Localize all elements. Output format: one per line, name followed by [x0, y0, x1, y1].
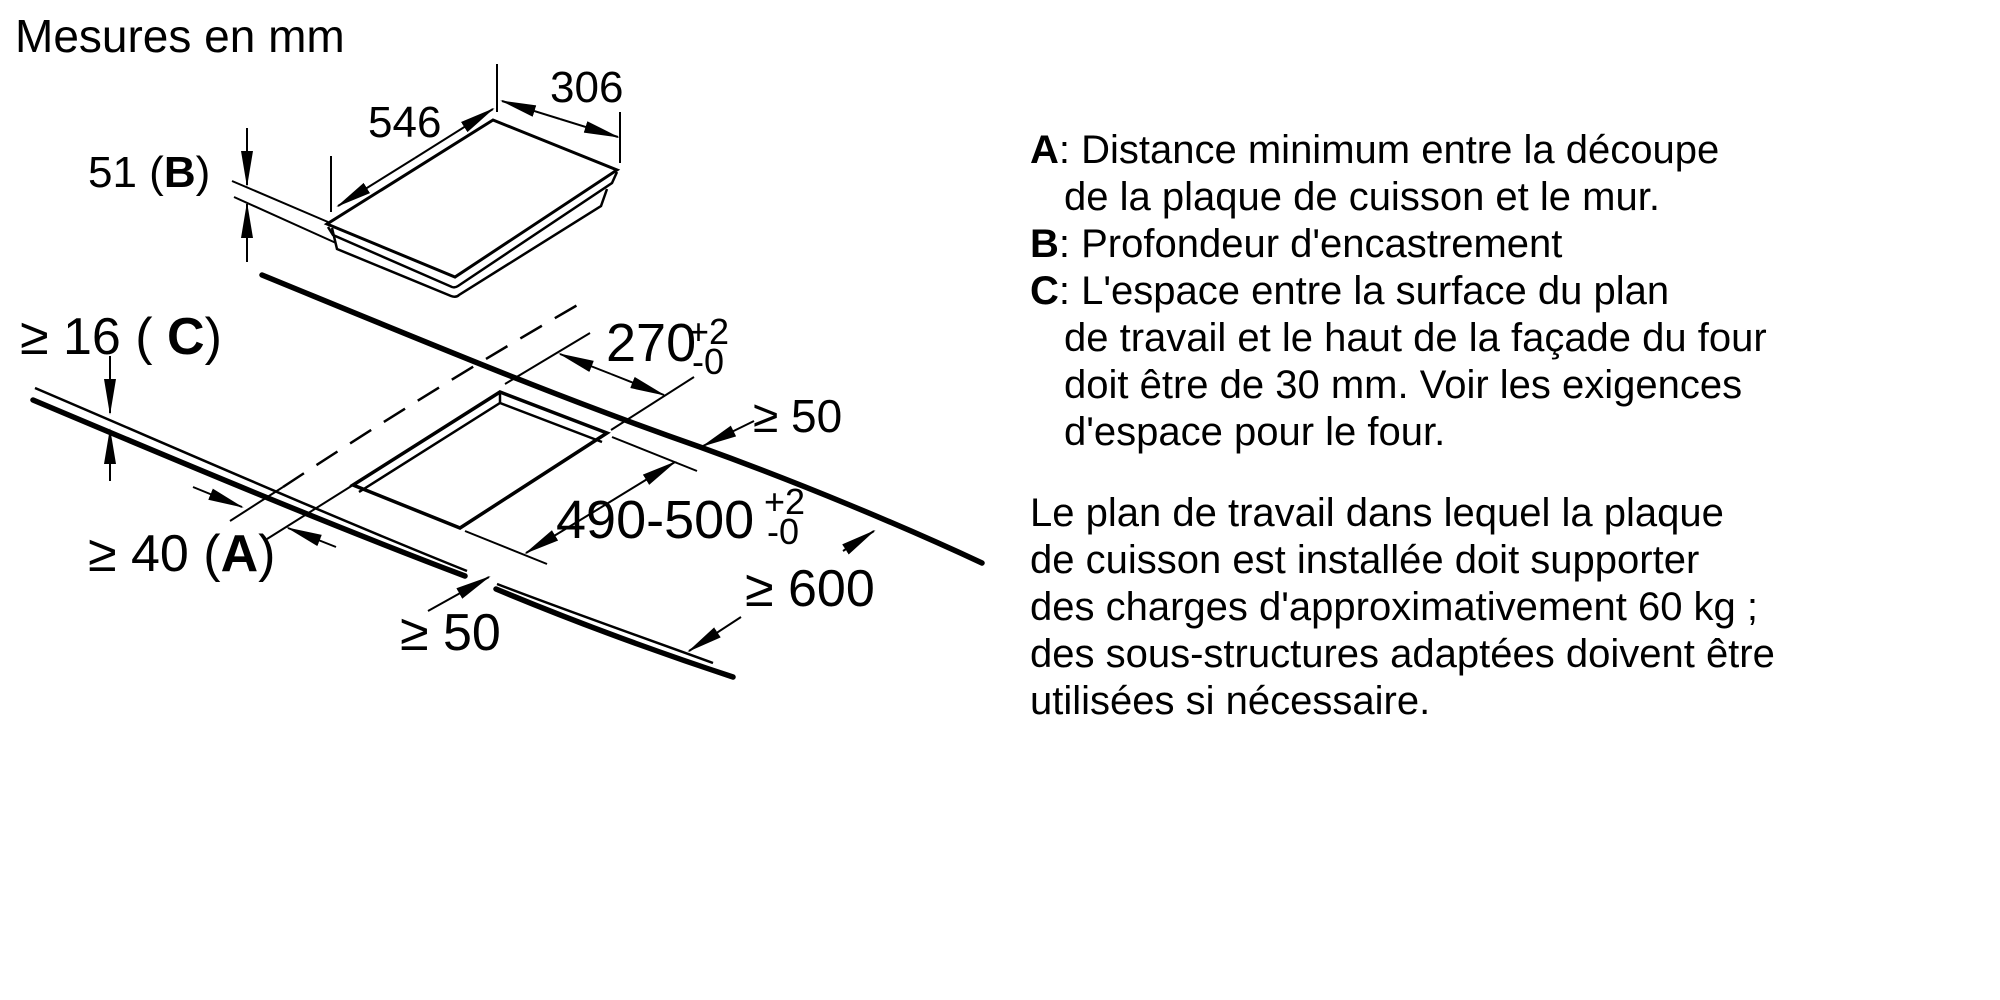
cooktop-glass-edge — [328, 172, 617, 287]
legend-line: C: L'espace entre la surface du plan — [1030, 269, 1670, 313]
cutout-depth-label: 490-500 — [556, 490, 755, 550]
paragraph-line: Le plan de travail dans lequel la plaque — [1030, 491, 1724, 535]
page-title: Mesures en mm — [15, 10, 345, 62]
arrow-600-upper — [843, 531, 874, 551]
legend-line: B: Profondeur d'encastrement — [1030, 222, 1563, 266]
ext-line-270-right — [611, 377, 694, 430]
arrow-side-clearance — [703, 421, 754, 446]
worktop-thickness-label: ≥ 16 ( C) — [20, 308, 222, 366]
arrow-270-left — [560, 354, 611, 374]
arrow-wall-distance-right — [288, 528, 336, 547]
cooktop-width-label: 546 — [368, 98, 442, 147]
cooktop-figure — [88, 63, 623, 297]
paragraph-block — [1030, 490, 1775, 725]
cooktop-depth-label: 306 — [550, 63, 624, 112]
cutout-width-label: 270 — [606, 313, 697, 373]
legend-line: de travail et le haut de la façade du four — [1064, 316, 1767, 360]
arrow-546-lower — [338, 158, 415, 206]
paragraph-line: de cuisson est installée doit supporter — [1030, 538, 1700, 582]
side-clearance-label: ≥ 50 — [753, 390, 843, 442]
arrow-wall-distance-left — [193, 487, 242, 507]
legend-line: de la plaque de cuisson et le mur. — [1064, 175, 1660, 219]
arrow-306-right — [560, 119, 618, 137]
paragraph-line: des sous-structures adaptées doivent être — [1030, 632, 1775, 676]
cooktop-height-label: 51 (B) — [88, 148, 211, 197]
cutout-width-tol-minus: -0 — [692, 341, 725, 382]
wall-reference-dashed-line — [283, 303, 581, 487]
ext-line-270-left — [505, 333, 590, 384]
legend-line: d'espace pour le four. — [1064, 410, 1446, 454]
worktop-depth-label: ≥ 600 — [745, 560, 875, 618]
paragraph-line: des charges d'approximativement 60 kg ; — [1030, 585, 1759, 629]
legend-block — [1030, 127, 1767, 456]
front-clearance-label: ≥ 50 — [400, 604, 501, 662]
cutout-width-tol-plus: +2 — [688, 311, 730, 352]
cutout-depth-tol-minus: -0 — [767, 511, 800, 552]
cutout-depth-tol-plus: +2 — [764, 481, 806, 522]
wall-distance-label: ≥ 40 (A) — [88, 525, 276, 583]
arrow-600-lower — [689, 617, 741, 651]
legend-line: doit être de 30 mm. Voir les exigences — [1064, 363, 1743, 407]
worktop-figure — [20, 275, 982, 677]
worktop-front-top-edge-right — [497, 584, 713, 663]
worktop-front-bottom-edge-right — [496, 589, 733, 677]
legend-line: A: Distance minimum entre la découpe — [1030, 128, 1720, 172]
paragraph-line: utilisées si nécessaire. — [1030, 679, 1431, 723]
arrow-270-right — [611, 374, 664, 395]
